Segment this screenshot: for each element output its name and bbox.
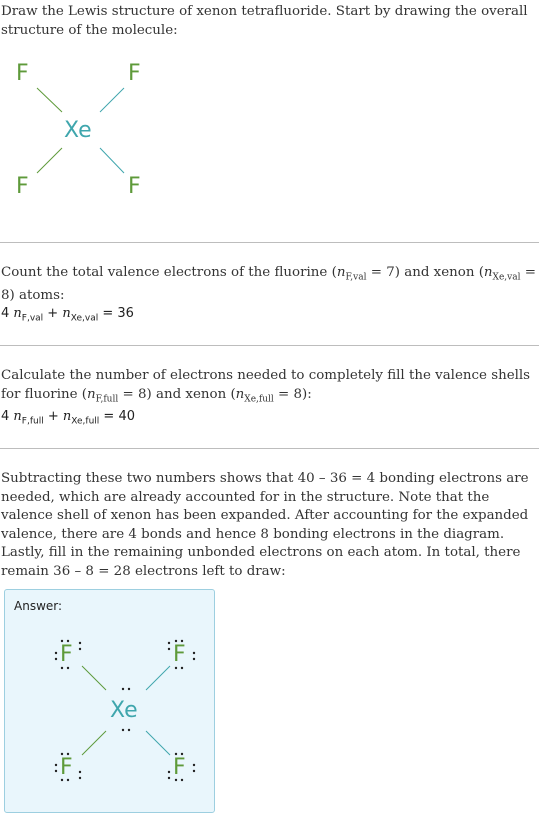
step2-text: Calculate the number of electrons needed to completely fill the valence shells for fluorine $(n_{F,full} = 8)$ and xenon $(n_{Xe,full} = 8)$:	[1, 368, 531, 405]
lewis-f-bottom-left: F	[60, 755, 73, 780]
step1-text: Count the total valence electrons of the fluorine $(n_{F,val} = 7)$ and xenon $(n_{Xe,val} = 8)$ atoms:	[1, 265, 536, 304]
atom-f-top-right: F	[128, 61, 141, 86]
intro-text: Draw the Lewis structure of xenon tetrafluoride. Start by drawing the overall structure of the molecule:	[1, 4, 528, 38]
answer-label: Answer:	[14, 599, 63, 613]
lewis-f-bottom-right: F	[173, 755, 186, 780]
atom-xe-center: Xe	[64, 118, 92, 143]
lewis-bond-bottom-right	[146, 731, 170, 755]
lewis-bond-top-right	[146, 666, 170, 690]
lewis-xe-center: Xe	[110, 698, 138, 723]
step3-text: Subtracting these two numbers shows that 40 – 36 = 4 bonding electrons are needed, which are already accounted for in the structure. Note that the valence shell of xenon has been expanded. After accounting for the expanded valence, there are 4 bonds and hence 8 bonding electrons in the diagram. Lastly, fill in the remaining unbonded electrons on each atom. In total, there remain 36 – 8 = 28 electrons left to draw:	[1, 471, 529, 579]
atom-f-top-left: F	[16, 61, 29, 86]
lewis-f-top-left: F	[60, 642, 73, 667]
atom-f-bottom-right: F	[128, 174, 141, 199]
lewis-f-top-right: F	[173, 642, 186, 667]
step1-equation: 4 $n_{F,val} + n_{Xe,val} = 36$	[1, 306, 134, 324]
lewis-bond-top-left	[82, 666, 106, 690]
atom-f-bottom-left: F	[16, 174, 29, 199]
lewis-bond-bottom-left	[82, 731, 106, 755]
step2-equation: 4 $n_{F,full} + n_{Xe,full} = 40$	[1, 409, 135, 427]
